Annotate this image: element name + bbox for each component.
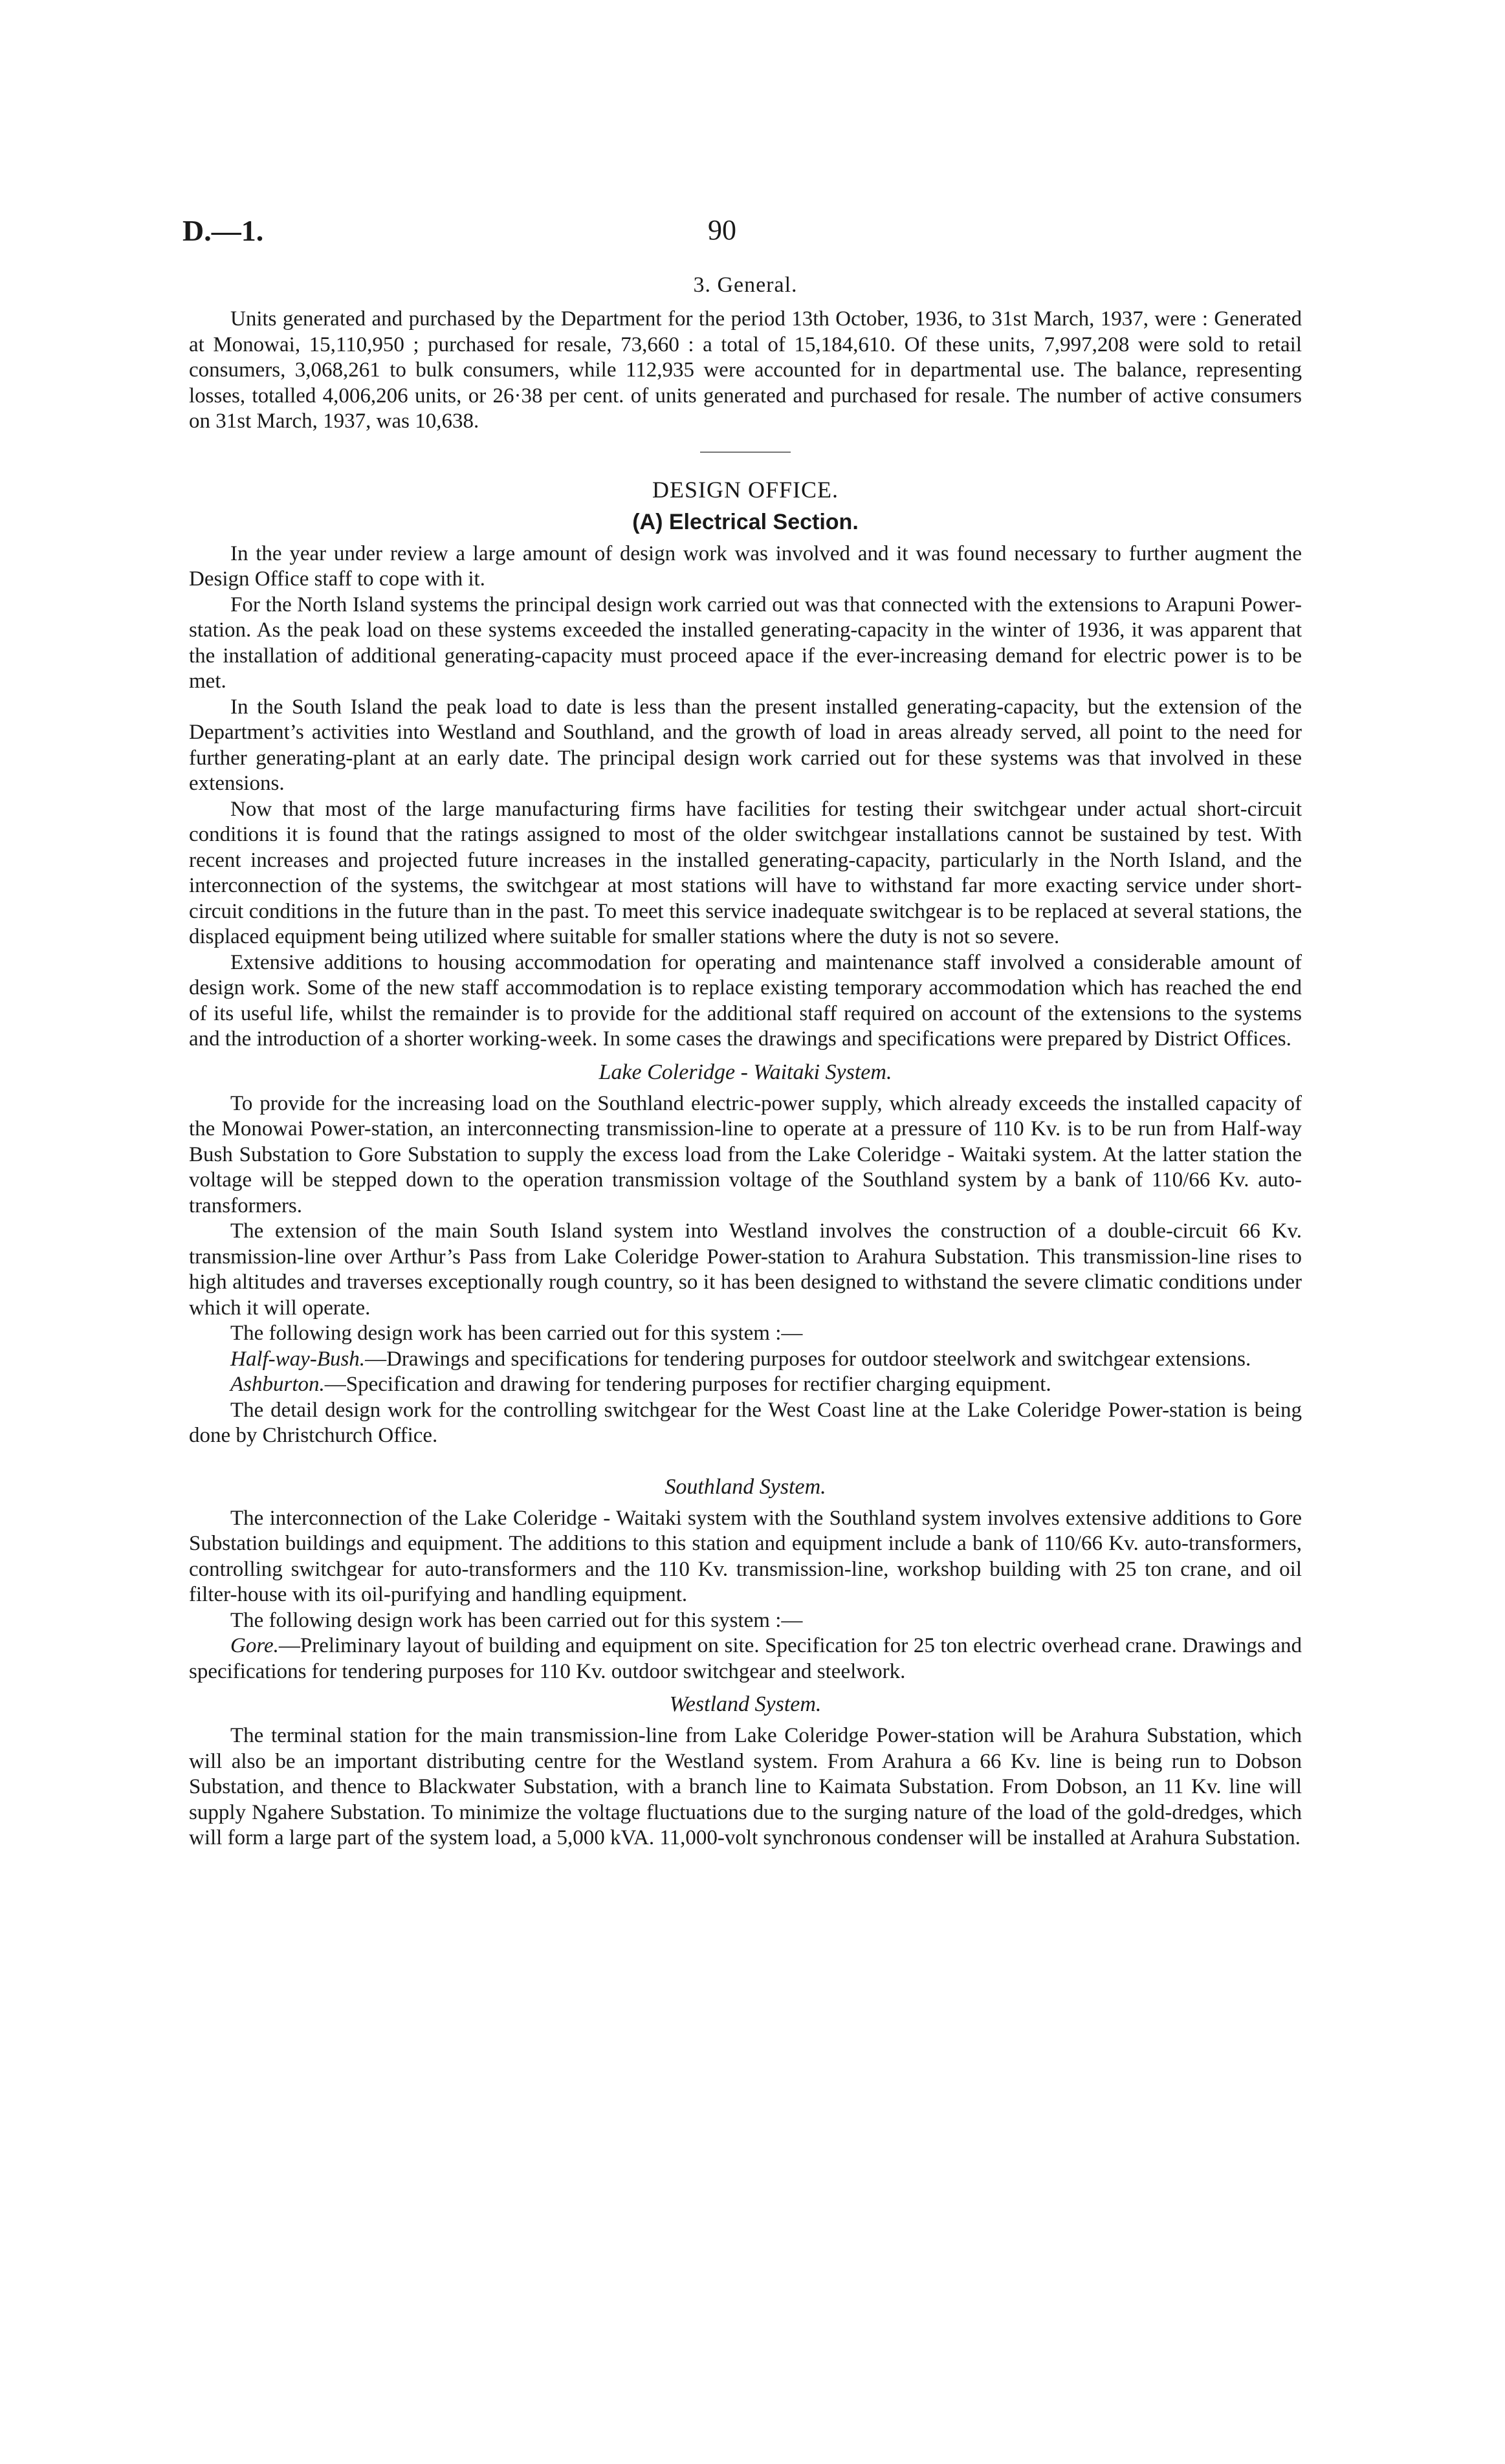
- section-divider: [700, 452, 791, 453]
- ashburton-lead: Ashburton.: [230, 1373, 325, 1396]
- design-paragraph: For the North Island systems the principal design work carried out was that connected with the extensions to Arapuni Power-station. As the peak load on these systems exceeded the installed generating-capacity in the winter of 1936, it was apparent that the installation of additional generating-capacity must proceed apace if the ever-increasing demand for electric power is to be met.: [189, 593, 1302, 693]
- lake-coleridge-paragraph: To provide for the increasing load on the Southland electric-power supply, which already exceeds the installed capacity of the Monowai Power-station, an interconnecting transmission-line to operate at a pressure of 110 Kv. is to be run from Half-way Bush Substation to Gore Substation to supply the excess load from the Lake Coleridge - Waitaki system. At the latter station the voltage will be stepped down to the operation transmission voltage of the Southland system by a bank of 110/66 Kv. auto-transformers.: [189, 1091, 1302, 1217]
- general-heading: 3. General.: [693, 273, 798, 297]
- lake-coleridge-heading: Lake Coleridge - Waitaki System.: [599, 1060, 892, 1084]
- document-page: [182, 213, 1302, 1851]
- lake-coleridge-paragraph: The extension of the main South Island system into Westland involves the construction of a double-circuit 66 Kv. transmission-line over Arthur’s Pass from Lake Coleridge Power-station to Arahura Substation. This transmission-line rises to high altitudes and traverses exceptionally rough country, so it has been designed to withstand the severe climatic conditions under which it will operate.: [189, 1219, 1302, 1320]
- document-reference: D.—1.: [182, 214, 264, 247]
- southland-paragraph: The interconnection of the Lake Coleridge - Waitaki system with the Southland system involves extensive additions to Gore Substation buildings and equipment. The additions to this station and equipment include a bank of 110/66 Kv. auto-transformers, controlling switchgear for auto-transformers and the 110 Kv. transmission-line, workshop building with 25 ton crane, and oil filter-house with its oil-purifying and handling equipment.: [189, 1506, 1302, 1606]
- general-paragraph: Units generated and purchased by the Department for the period 13th October, 1936, to 31st March, 1937, were : Generated at Monowai, 15,110,950 ; purchased for resale, 73,660 : a total of 15,184,610. Of these units, 7,997,208 were sold to retail consumers, 3,068,261 to bulk consumers, while 112,935 were accounted for in departmental use. The balance, representing losses, totalled 4,006,206 units, or 26·38 per cent. of units generated and purchased for resale. The number of active consumers on 31st March, 1937, was 10,638.: [189, 307, 1302, 433]
- electrical-section-heading: (A) Electrical Section.: [632, 509, 859, 534]
- westland-paragraph: The terminal station for the main transmission-line from Lake Coleridge Power-station will be Arahura Substation, which will also be an important distributing centre for the Westland system. From Arahura a 66 Kv. line is being run to Dobson Substation, and thence to Blackwater Substation, with a branch line to Kaimata Substation. From Dobson, an 11 Kv. line will supply Ngahere Substation. To minimize the voltage fluctuations due to the surging nature of the load of the gold-dredges, which will form a large part of the system load, a 5,000 kVA. 11,000-volt synchronous condenser will be installed at Arahura Substation.: [189, 1724, 1302, 1849]
- design-paragraph: In the South Island the peak load to date is less than the present installed generating-capacity, but the extension of the Department’s activities into Westland and Southland, and the growth of load in areas already served, all point to the need for further generating-plant at an early date. The principal design work carried out for these systems was that involved in these extensions.: [189, 695, 1302, 795]
- design-paragraph: Now that most of the large manufacturing firms have facilities for testing their switchgear under actual short-circuit conditions it is found that the ratings assigned to most of the older switchgear installations cannot be sustained by test. With recent increases and projected future increases in the installed generating-capacity, particularly in the North Island, and the interconnection of the systems, the switchgear at most stations will have to withstand far more exacting service under short-circuit conditions in the future than in the past. To meet this service inadequate switchgear is to be replaced at several stations, the displaced equipment being utilized where suitable for smaller stations where the duty is not so severe.: [189, 797, 1302, 948]
- page-header: [182, 213, 1302, 259]
- lake-coleridge-paragraph: The following design work has been carried out for this system :—: [230, 1322, 803, 1345]
- design-paragraph: Extensive additions to housing accommodation for operating and maintenance staff involved a considerable amount of design work. Some of the new staff accommodation is to replace existing temporary accommodation which has reached the end of its useful life, whilst the remainder is to provide for the additional staff required on account of the extensions to the systems and the introduction of a shorter working-week. In some cases the drawings and specifications were prepared by District Offices.: [189, 950, 1302, 1051]
- lake-coleridge-paragraph: The detail design work for the controlling switchgear for the West Coast line at the Lake Coleridge Power-station is being done by Christchurch Office.: [189, 1398, 1302, 1447]
- gore-text: —Preliminary layout of building and equipment on site. Specification for 25 ton electric overhead crane. Drawings and specifications for tendering purposes for 110 Kv. outdoor switchgear and steelwork.: [189, 1634, 1302, 1683]
- ashburton-text: —Specification and drawing for tendering purposes for rectifier charging equipment.: [324, 1373, 1051, 1396]
- design-office-heading: DESIGN OFFICE.: [652, 476, 839, 503]
- page-number: 90: [708, 214, 736, 246]
- gore-lead: Gore.: [230, 1634, 279, 1657]
- southland-heading: Southland System.: [665, 1474, 826, 1499]
- ashburton-item: [189, 1372, 1302, 1398]
- gore-item: [189, 1633, 1302, 1684]
- halfway-bush-item: [189, 1347, 1302, 1373]
- design-paragraph: In the year under review a large amount of design work was involved and it was found necessary to further augment the Design Office staff to cope with it.: [189, 541, 1302, 591]
- southland-paragraph: The following design work has been carried out for this system :—: [230, 1608, 803, 1632]
- westland-heading: Westland System.: [669, 1692, 822, 1716]
- halfway-bush-text: —Drawings and specifications for tendering purposes for outdoor steelwork and switchgear extensions.: [365, 1347, 1251, 1371]
- halfway-bush-lead: Half-way-Bush.: [230, 1347, 366, 1371]
